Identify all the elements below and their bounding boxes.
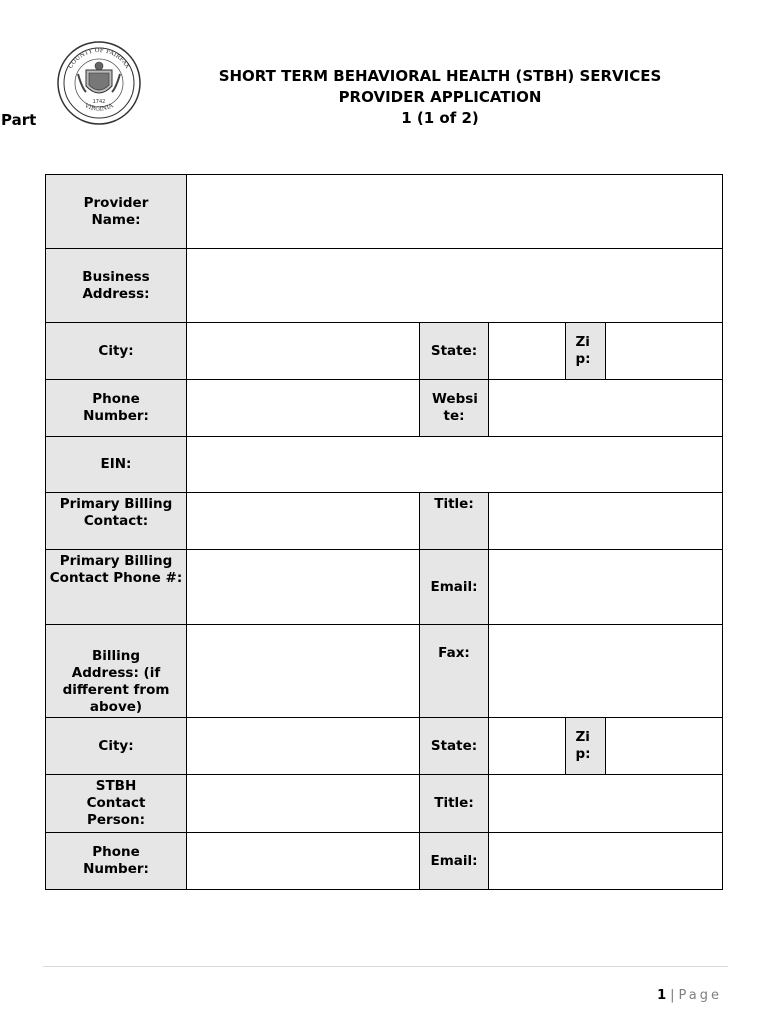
state-field-2[interactable]	[489, 718, 566, 775]
fax-label: Fax:	[420, 625, 489, 718]
city-label: City:	[46, 323, 187, 380]
email-field[interactable]	[489, 550, 723, 625]
ein-label: EIN:	[46, 437, 187, 493]
fax-field[interactable]	[489, 625, 723, 718]
phone-number-label: Phone Number:	[46, 380, 187, 437]
email-label-2: Email:	[420, 833, 489, 890]
page-footer	[657, 988, 722, 1003]
page-title	[160, 66, 720, 129]
website-label: Websi te:	[420, 380, 489, 437]
state-label-2: State:	[420, 718, 489, 775]
title-line-2: PROVIDER APPLICATION	[338, 88, 542, 106]
billing-address-field[interactable]	[187, 625, 420, 718]
title-field-2[interactable]	[489, 775, 723, 833]
provider-name-label: Provider Name:	[46, 175, 187, 249]
phone-number-field-2[interactable]	[187, 833, 420, 890]
primary-billing-phone-label: Primary Billing Contact Phone #:	[46, 550, 187, 625]
website-field[interactable]	[489, 380, 723, 437]
seal-bottom-text: VIRGINIA	[83, 102, 115, 113]
footer-separator: |	[670, 988, 675, 1003]
zip-field[interactable]	[606, 323, 723, 380]
billing-address-label: Billing Address: (if different from above)	[46, 625, 187, 718]
provider-application-form	[45, 174, 723, 890]
business-address-field[interactable]	[187, 249, 723, 323]
business-address-label: Business Address:	[46, 249, 187, 323]
provider-name-field[interactable]	[187, 175, 723, 249]
primary-billing-contact-field[interactable]	[187, 493, 420, 550]
email-label: Email:	[420, 550, 489, 625]
phone-number-field[interactable]	[187, 380, 420, 437]
phone-number-label-2: Phone Number:	[46, 833, 187, 890]
city-field[interactable]	[187, 323, 420, 380]
title-line-1: SHORT TERM BEHAVIORAL HEALTH (STBH) SERVICES	[218, 67, 662, 85]
title-line-3: 1 (1 of 2)	[401, 109, 479, 127]
title-label: Title:	[420, 493, 489, 550]
stbh-contact-label: STBH Contact Person:	[46, 775, 187, 833]
zip-label: Zi p:	[566, 323, 606, 380]
primary-billing-contact-label: Primary Billing Contact:	[46, 493, 187, 550]
title-label-2: Title:	[420, 775, 489, 833]
stbh-contact-field[interactable]	[187, 775, 420, 833]
part-label: Part	[1, 111, 37, 129]
city-field-2[interactable]	[187, 718, 420, 775]
ein-field[interactable]	[187, 437, 723, 493]
page-number: 1	[657, 988, 667, 1003]
footer-divider	[43, 966, 728, 967]
email-field-2[interactable]	[489, 833, 723, 890]
city-label-2: City:	[46, 718, 187, 775]
primary-billing-phone-field[interactable]	[187, 550, 420, 625]
page-word: Page	[678, 988, 722, 1003]
state-label: State:	[420, 323, 489, 380]
county-seal-logo	[56, 40, 142, 126]
zip-label-2: Zi p:	[566, 718, 606, 775]
title-field[interactable]	[489, 493, 723, 550]
state-field[interactable]	[489, 323, 566, 380]
seal-top-text: COUNTY OF FAIRFAX	[67, 46, 131, 70]
seal-year: 1742	[92, 99, 106, 105]
zip-field-2[interactable]	[606, 718, 723, 775]
